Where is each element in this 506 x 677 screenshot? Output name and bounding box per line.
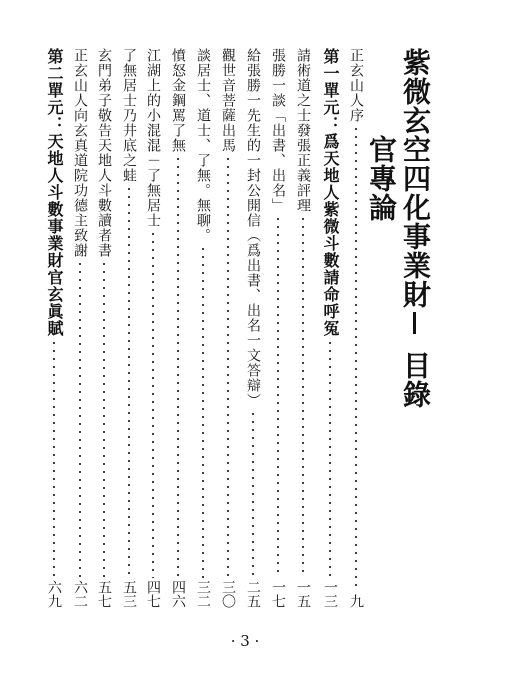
toc-entry xyxy=(191,48,215,608)
toc-entry-page: 九 xyxy=(348,594,364,608)
toc-entry-page: 五三 xyxy=(121,580,137,608)
toc-entry-page: 一三 xyxy=(322,580,338,608)
toc-entry xyxy=(266,48,290,608)
dot-leader xyxy=(355,125,357,592)
toc-entry-page: 六二 xyxy=(72,580,88,608)
toc-entry xyxy=(92,48,116,608)
book-title: 紫微玄空四化事業財官專論 xyxy=(365,48,432,309)
toc-entry-label: 玄門弟子敬告天地人斗數讀者書 xyxy=(96,48,112,258)
dot-leader xyxy=(329,339,331,578)
dot-leader xyxy=(152,230,154,578)
dot-leader xyxy=(103,260,105,578)
toc-entry-label: 請術道之士發張正義評理 xyxy=(295,48,311,213)
toc-entry xyxy=(68,48,92,608)
toc-entry-label: 觀世音菩薩出馬 xyxy=(220,48,236,153)
toc-entry xyxy=(291,48,315,608)
dot-leader xyxy=(252,410,254,578)
toc-entry-label: 憤怒金鋼罵了無 xyxy=(170,48,186,153)
toc-entry xyxy=(141,48,165,608)
toc-entry-label: 第一單元：爲天地人紫微斗數請命呼冤 xyxy=(321,48,340,337)
toc-entry-page: 五七 xyxy=(96,580,112,608)
toc-entry-label: 張勝一談「出書、出名」 xyxy=(270,48,286,213)
page-number: · 3 · xyxy=(230,632,260,650)
toc-entry xyxy=(216,48,240,608)
toc-entry xyxy=(344,48,368,608)
dot-leader xyxy=(202,245,204,578)
toc-entry-label: 了無居士乃井底之蛙 xyxy=(121,48,137,183)
toc-entry xyxy=(166,48,190,608)
dot-leader xyxy=(177,155,179,578)
toc-entry-page: 二五 xyxy=(245,580,261,608)
toc-entry-label: 正玄山人向玄真道院功德主致謝 xyxy=(72,48,88,258)
toc-entry-page: 一七 xyxy=(270,580,286,608)
toc-entry-page: 四七 xyxy=(145,580,161,608)
toc-entry-label: 正玄山人序 xyxy=(348,48,364,123)
toc-entry-page: 四六 xyxy=(170,580,186,608)
toc-entry xyxy=(42,48,66,608)
toc-entry-page: 三〇 xyxy=(220,580,236,608)
dot-leader xyxy=(277,215,279,578)
dot-leader xyxy=(79,260,81,578)
toc-entry-page: 三二 xyxy=(195,580,211,608)
toc-entry xyxy=(117,48,141,608)
toc-heading: 目錄 xyxy=(399,351,432,409)
dot-leader xyxy=(227,155,229,578)
dot-leader xyxy=(128,185,130,578)
toc-entry-page: 六九 xyxy=(46,580,62,608)
dot-leader xyxy=(302,215,304,578)
toc-entry xyxy=(241,48,265,608)
toc-entry-label: 第二單元：天地人斗數事業財官玄眞賦 xyxy=(45,48,64,337)
toc-entry xyxy=(318,48,342,608)
toc-entry-label: 給張勝一先生的一封公開信（爲出書、出名一文答辯） xyxy=(245,48,261,408)
toc-entry-page: 一五 xyxy=(295,580,311,608)
dot-leader xyxy=(53,339,55,578)
toc-entry-label: 江湖上的小混混－了無居士 xyxy=(145,48,161,228)
toc-entry-label: 談居士、道士、了無。無聊。 xyxy=(195,48,211,243)
